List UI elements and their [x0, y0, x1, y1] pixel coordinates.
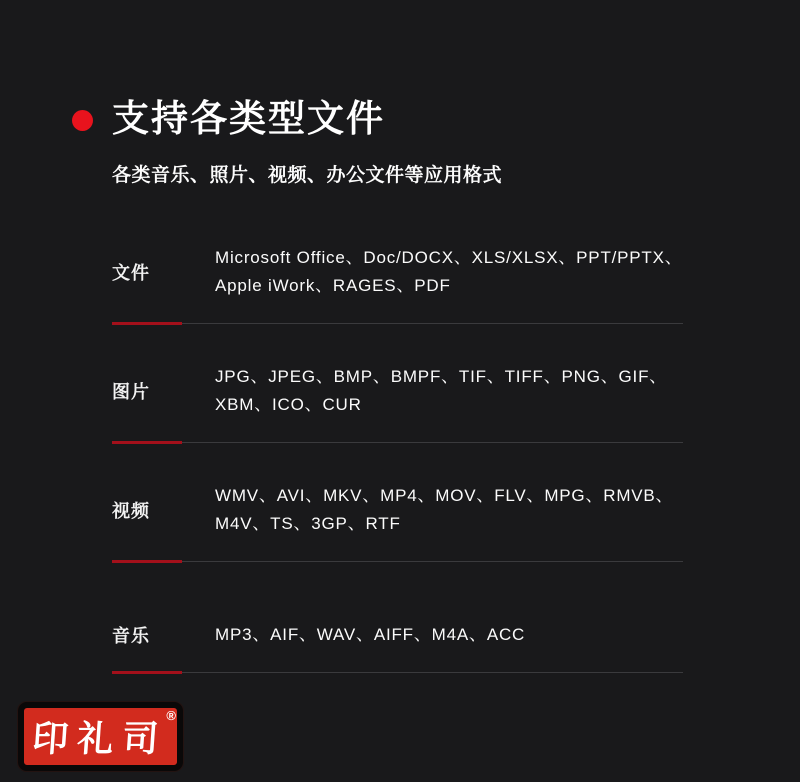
registered-trademark-icon: ®	[166, 708, 176, 723]
row-formats-videos: WMV、AVI、MKV、MP4、MOV、FLV、MPG、RMVB、M4V、TS、3GP、RTF	[215, 486, 674, 533]
divider-red-segment	[112, 322, 182, 325]
section-title: 支持各类型文件	[112, 98, 385, 139]
red-dot-icon	[72, 110, 93, 131]
row-label-images: 图片	[112, 382, 150, 402]
table-row-content	[112, 482, 683, 538]
row-divider	[112, 560, 683, 563]
table-row	[112, 363, 683, 444]
row-formats-music: MP3、AIF、WAV、AIFF、M4A、ACC	[215, 625, 526, 644]
table-row	[112, 244, 683, 325]
divider-gray-line	[112, 672, 683, 673]
divider-red-segment	[112, 671, 182, 674]
row-formats-documents: Microsoft Office、Doc/DOCX、XLS/XLSX、PPT/PPTX、Apple iWork、RAGES、PDF	[215, 248, 683, 295]
row-label-videos: 视频	[112, 501, 150, 521]
table-row	[112, 482, 683, 563]
row-formats-images: JPG、JPEG、BMP、BMPF、TIF、TIFF、PNG、GIF、XBM、ICO、CUR	[215, 367, 668, 414]
section-subtitle: 各类音乐、照片、视频、办公文件等应用格式	[112, 165, 503, 186]
brand-name: 印礼司	[30, 718, 169, 759]
row-label-music: 音乐	[112, 626, 150, 646]
table-row-content	[112, 244, 683, 300]
row-divider	[112, 441, 683, 444]
divider-gray-line	[112, 561, 683, 562]
file-type-table	[112, 244, 683, 674]
brand-stamp-logo	[18, 702, 183, 771]
row-divider	[112, 671, 683, 674]
table-row-content	[112, 621, 683, 649]
table-row-content	[112, 363, 683, 419]
row-divider	[112, 322, 683, 325]
divider-gray-line	[112, 442, 683, 443]
table-row	[112, 621, 683, 674]
divider-gray-line	[112, 323, 683, 324]
divider-red-segment	[112, 560, 182, 563]
divider-red-segment	[112, 441, 182, 444]
row-label-documents: 文件	[112, 263, 150, 283]
